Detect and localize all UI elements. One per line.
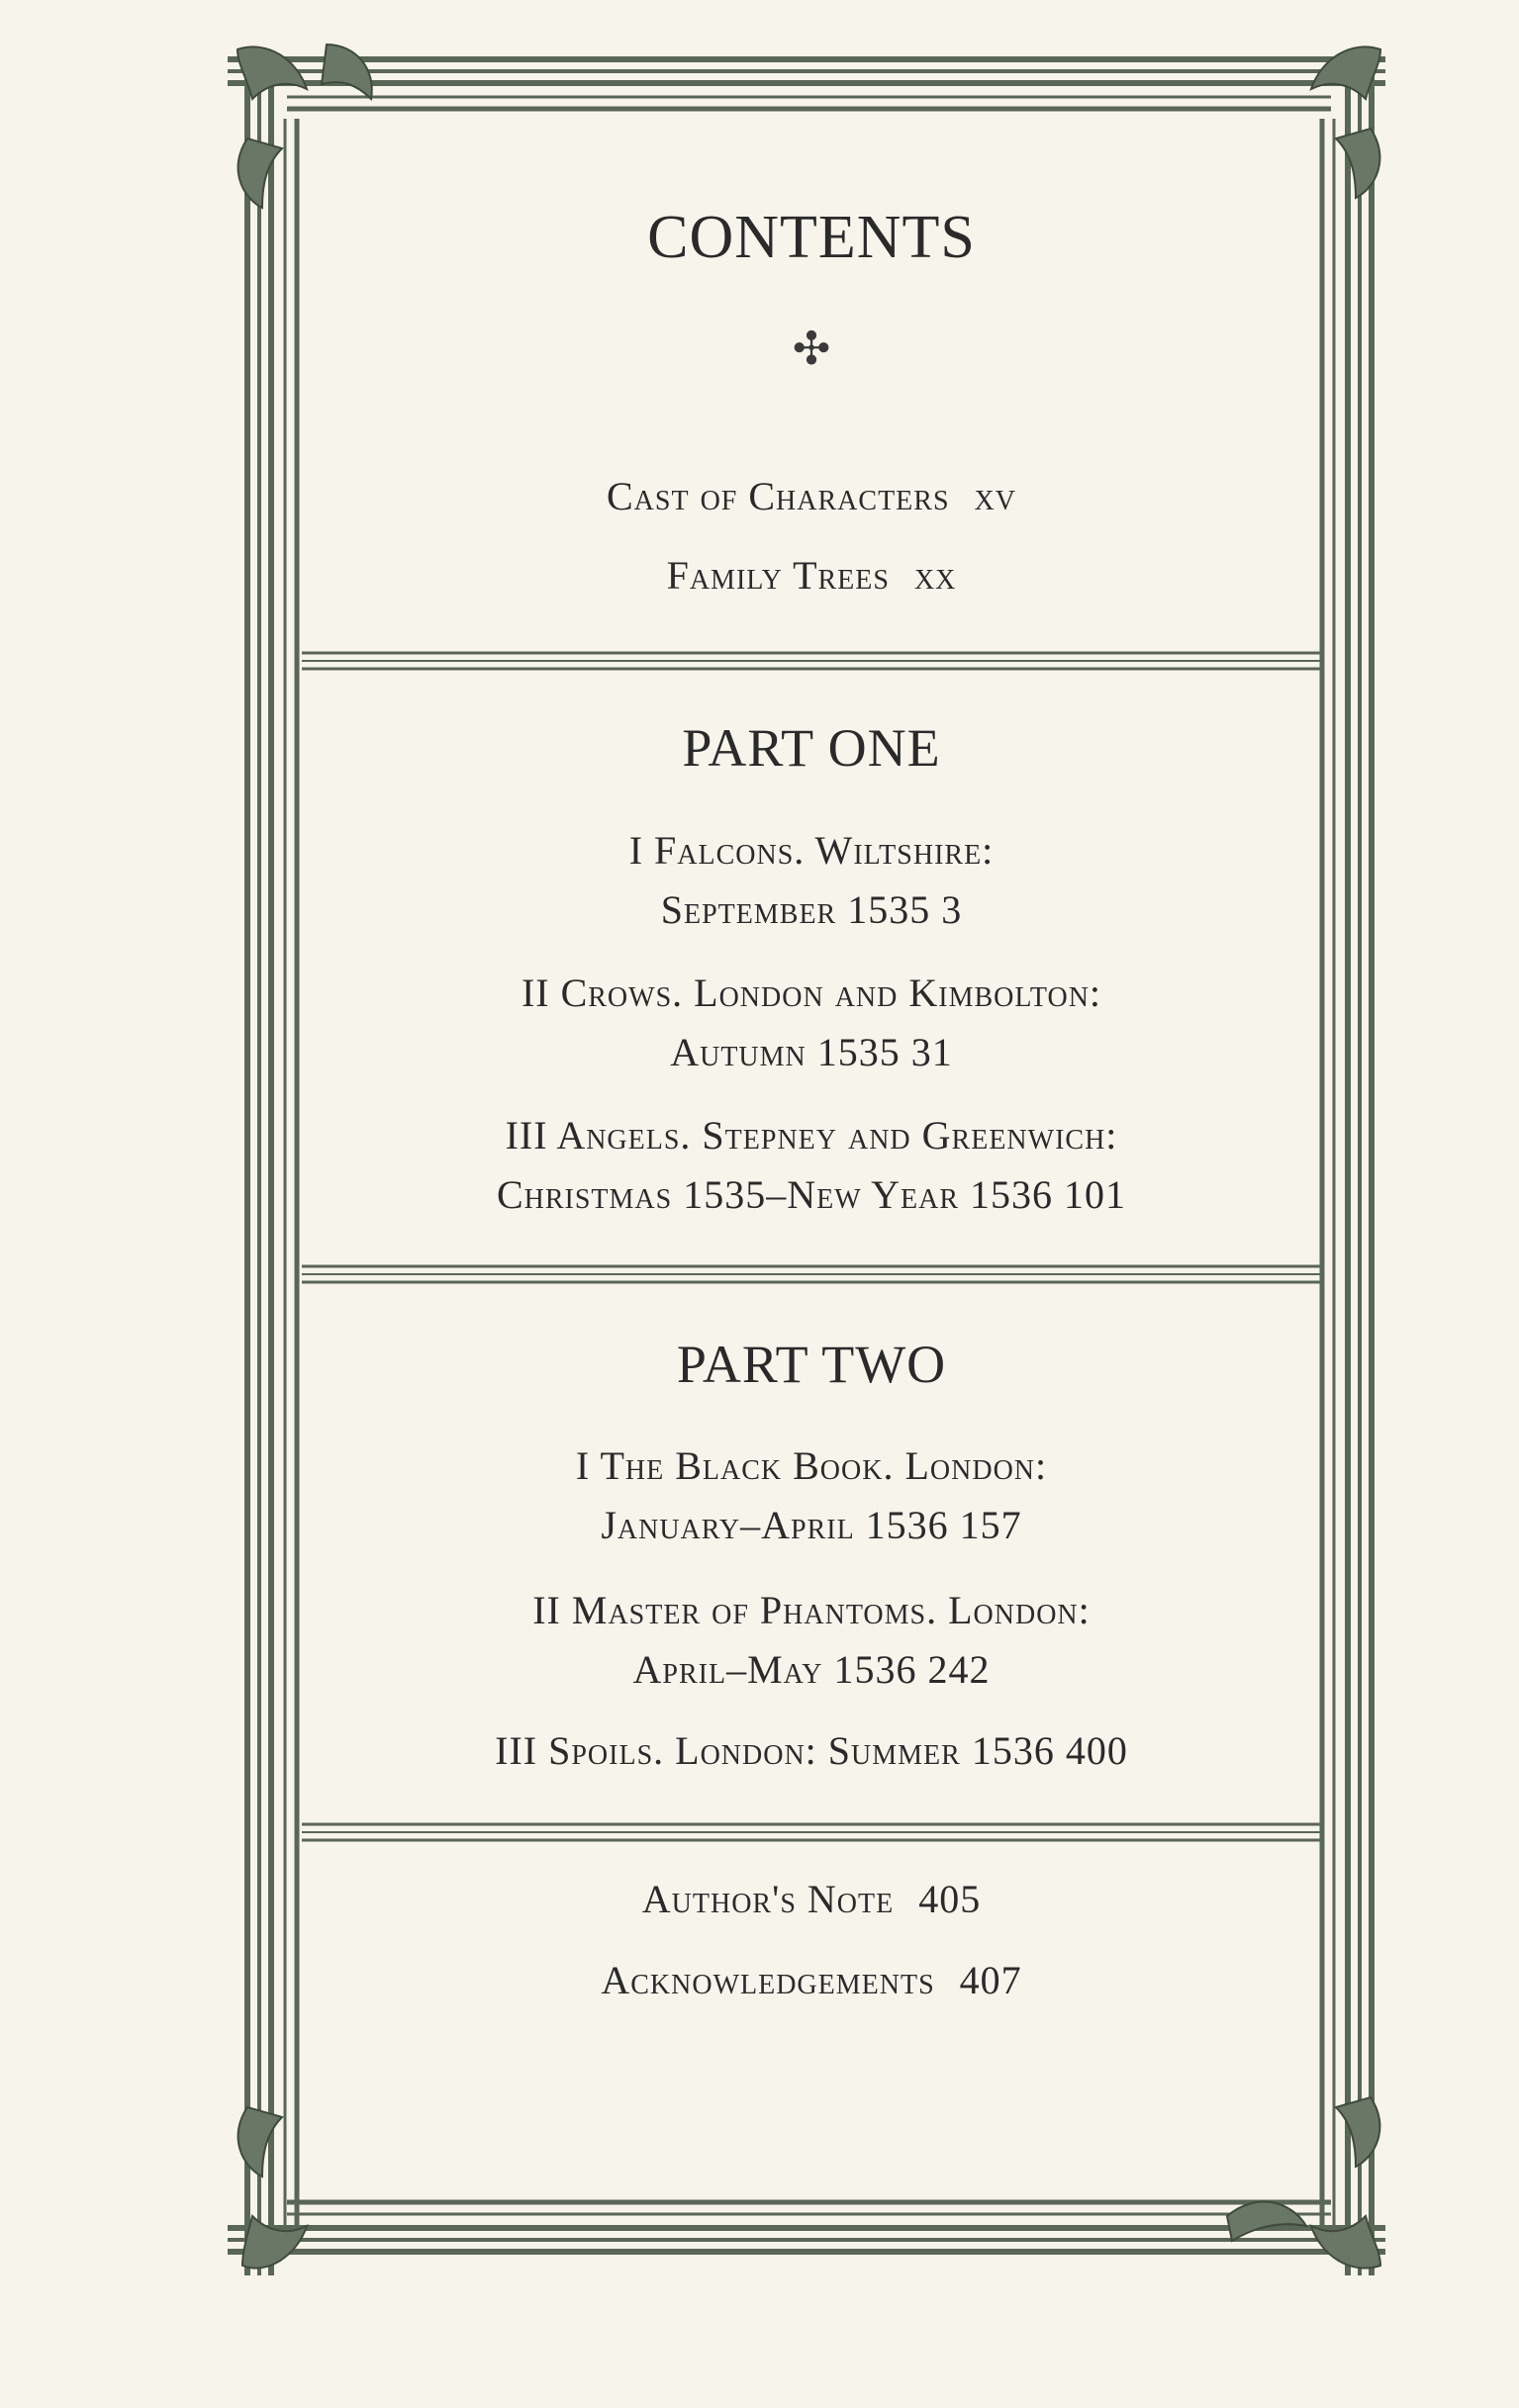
toc-entry-page: 407 (959, 1958, 1022, 2002)
frame-right-bar (1322, 59, 1372, 2275)
toc-entry-acknowledgements[interactable] (297, 1958, 1326, 2002)
chapter-line[interactable]: I Falcons. Wiltshire: (628, 828, 995, 873)
toc-entry-label: Author's Note (641, 1877, 895, 1921)
divider-2 (302, 1266, 1321, 1282)
toc-entry-label: Family Trees (666, 553, 890, 598)
chapter-line[interactable]: III Angels. Stepney and Greenwich: (505, 1113, 1118, 1158)
frame-top-bar (228, 59, 1385, 109)
frame-left-bar (247, 59, 297, 2275)
toc-entry-cast[interactable] (297, 474, 1326, 518)
fleuron-ornament: ✣ (792, 324, 831, 374)
chapter-line[interactable]: III Spoils. London: Summer 1536 400 (495, 1728, 1128, 1773)
toc-entry-label: Cast of Characters (607, 474, 950, 518)
divider-3 (302, 1824, 1321, 1840)
corner-ornament-bottom-right (1227, 2097, 1380, 2269)
chapter-line[interactable]: II Master of Phantoms. London: (532, 1588, 1091, 1632)
toc-entry-label: Acknowledgements (601, 1958, 935, 2002)
chapter-line[interactable]: Autumn 1535 31 (670, 1030, 953, 1074)
chapter-line[interactable]: II Crows. London and Kimbolton: (521, 971, 1102, 1015)
toc-entry-page: 405 (918, 1877, 982, 1921)
page-title: CONTENTS (647, 204, 976, 271)
chapter-line[interactable]: Christmas 1535–New Year 1536 101 (496, 1172, 1127, 1217)
toc-entry-page: xx (913, 553, 957, 598)
chapter-line[interactable]: I The Black Book. London: (575, 1443, 1048, 1488)
divider-1 (302, 653, 1321, 669)
frame-bottom-bar (228, 2202, 1385, 2252)
chapter-line[interactable]: September 1535 3 (660, 887, 963, 932)
chapter-line[interactable]: April–May 1536 242 (632, 1647, 991, 1692)
part-one-heading: PART ONE (682, 718, 941, 778)
toc-entry-family-trees[interactable] (297, 553, 1326, 598)
part-two-heading: PART TWO (676, 1335, 947, 1394)
chapter-line[interactable]: January–April 1536 157 (601, 1503, 1022, 1547)
toc-entry-page: xv (974, 474, 1016, 518)
toc-entry-authors-note[interactable] (297, 1877, 1326, 1921)
